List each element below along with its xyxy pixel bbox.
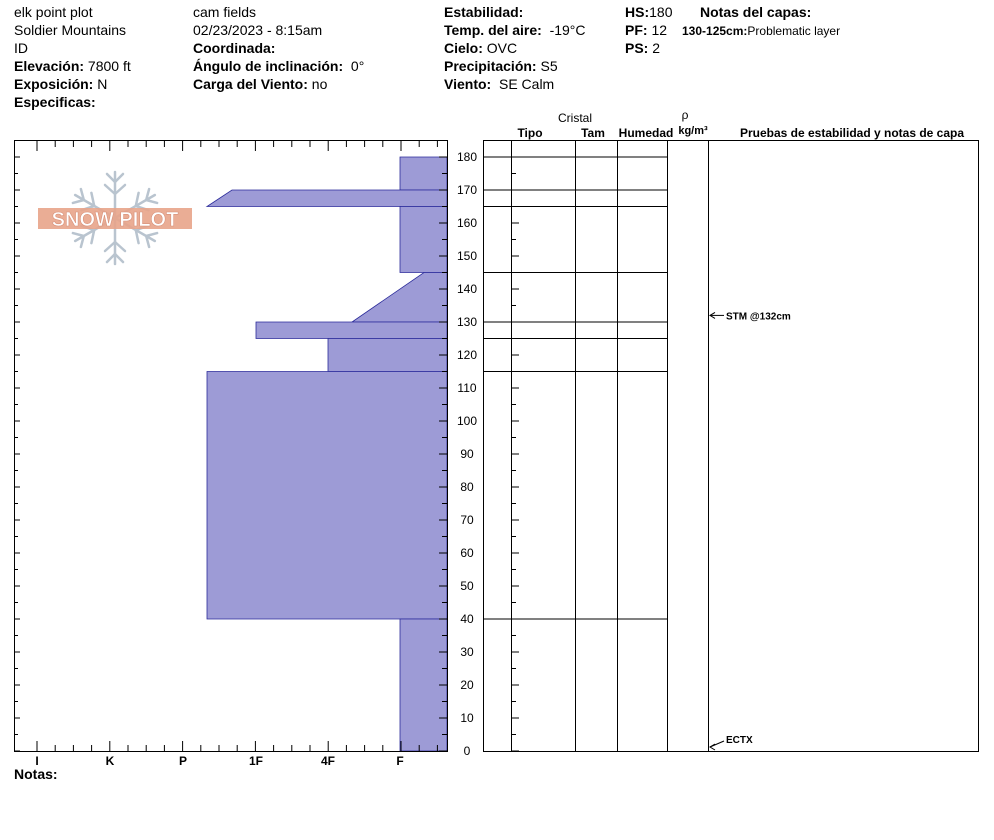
aspect-value: N [97, 76, 108, 92]
air-temp-row: Temp. del aire: -19°C [444, 22, 586, 38]
hardness-tick-label: K [105, 754, 115, 768]
hardness-layer [352, 273, 447, 323]
depth-tick-label: 40 [460, 612, 474, 626]
hardness-layer [207, 372, 447, 620]
hardness-tick-label: 1F [248, 754, 264, 768]
wind-value: SE Calm [498, 76, 555, 92]
depth-tick-label: 140 [456, 282, 478, 296]
depth-tick-label: 130 [456, 315, 478, 329]
sky-row: Cielo: OVC [444, 40, 518, 56]
layer-notes-title: Notas del capas: [700, 4, 812, 20]
header-density-unit: kg/m³ [678, 125, 708, 137]
depth-tick-label: 120 [456, 348, 478, 362]
hardness-layer [256, 322, 447, 339]
layer-table [483, 141, 979, 752]
test-label: ECTX [726, 735, 753, 746]
depth-tick-label: 180 [456, 150, 478, 164]
depth-tick-label: 60 [460, 546, 474, 560]
specifics-row: Especificas: [14, 94, 96, 110]
aspect-row: Exposición: N [14, 76, 108, 92]
air-temp-value: -19°C [549, 22, 586, 38]
header-size: Tam [581, 126, 605, 140]
hardness-axis-labels [35, 754, 403, 768]
header-density-symbol: ρ [681, 108, 689, 122]
depth-tick-label: 70 [460, 513, 474, 527]
site-range: Soldier Mountains [14, 22, 127, 38]
test-label: STM @132cm [726, 311, 791, 323]
depth-tick-label: 80 [460, 480, 474, 494]
header-moisture: Humedad [618, 126, 674, 140]
depth-tick-label: 150 [456, 249, 478, 263]
ps-value: 2 [652, 40, 661, 56]
wind-load-row: Carga del Viento: no [193, 76, 328, 92]
depth-tick-label: 50 [460, 579, 474, 593]
precip-row: Precipitación: S5 [444, 58, 558, 74]
stability-row: Estabilidad: [444, 4, 524, 20]
header-type: Tipo [517, 126, 543, 140]
notes-label: Notas: [14, 766, 58, 782]
elevation-value: 7800 ft [87, 58, 131, 74]
hardness-tick-label: 4F [320, 754, 336, 768]
depth-tick-label: 20 [460, 678, 474, 692]
depth-tick-label: 170 [456, 183, 478, 197]
hardness-layer [400, 157, 447, 190]
wind-row: Viento: SE Calm [444, 76, 555, 92]
hardness-tick-label: P [178, 754, 188, 768]
depth-axis [439, 150, 519, 758]
layer-note-range: 130-125cm: [682, 24, 748, 38]
hardness-tick-label: I [35, 754, 39, 768]
pf-value: 12 [651, 22, 668, 38]
layer-note-text: Problematic layer [747, 24, 841, 38]
table-frame [484, 141, 979, 752]
sky-value: OVC [486, 40, 518, 56]
site-state: ID [14, 40, 28, 56]
header-stability-notes: Pruebas de estabilidad y notas de capa [739, 126, 965, 140]
table-headers [517, 108, 964, 140]
hs-row: HS:180 [625, 4, 673, 20]
logo-text: SNOW PILOT [51, 209, 179, 231]
depth-tick-label: 0 [463, 744, 471, 758]
stability-tests [710, 311, 791, 750]
hardness-layers [207, 157, 447, 751]
snowpilot-logo [38, 172, 192, 264]
elevation-row: Elevación: 7800 ft [14, 58, 131, 74]
hardness-layer [207, 190, 447, 207]
hardness-layer [328, 339, 447, 372]
depth-tick-label: 160 [456, 216, 478, 230]
test-arrow-head [710, 744, 715, 750]
wind-load-value: no [311, 76, 328, 92]
depth-tick-label: 30 [460, 645, 474, 659]
depth-tick-label: 90 [460, 447, 474, 461]
depth-tick-label: 100 [456, 414, 478, 428]
hardness-layer [400, 207, 447, 273]
header-crystal: Cristal [557, 111, 593, 125]
coord-row: Coordinada: [193, 40, 276, 56]
slope-row: Ángulo de inclinación: 0° [193, 58, 365, 74]
slope-value: 0° [350, 58, 365, 74]
hardness-tick-label: F [396, 754, 404, 768]
site-name: elk point plot [14, 4, 93, 20]
depth-tick-label: 10 [460, 711, 474, 725]
pf-row: PF: 12 [625, 22, 668, 38]
ps-row: PS: 2 [625, 40, 661, 56]
depth-tick-label: 110 [457, 381, 477, 395]
precip-value: S5 [540, 58, 558, 74]
datetime: 02/23/2023 - 8:15am [193, 22, 323, 38]
location: cam fields [193, 4, 257, 20]
hs-value: 180 [649, 4, 673, 20]
